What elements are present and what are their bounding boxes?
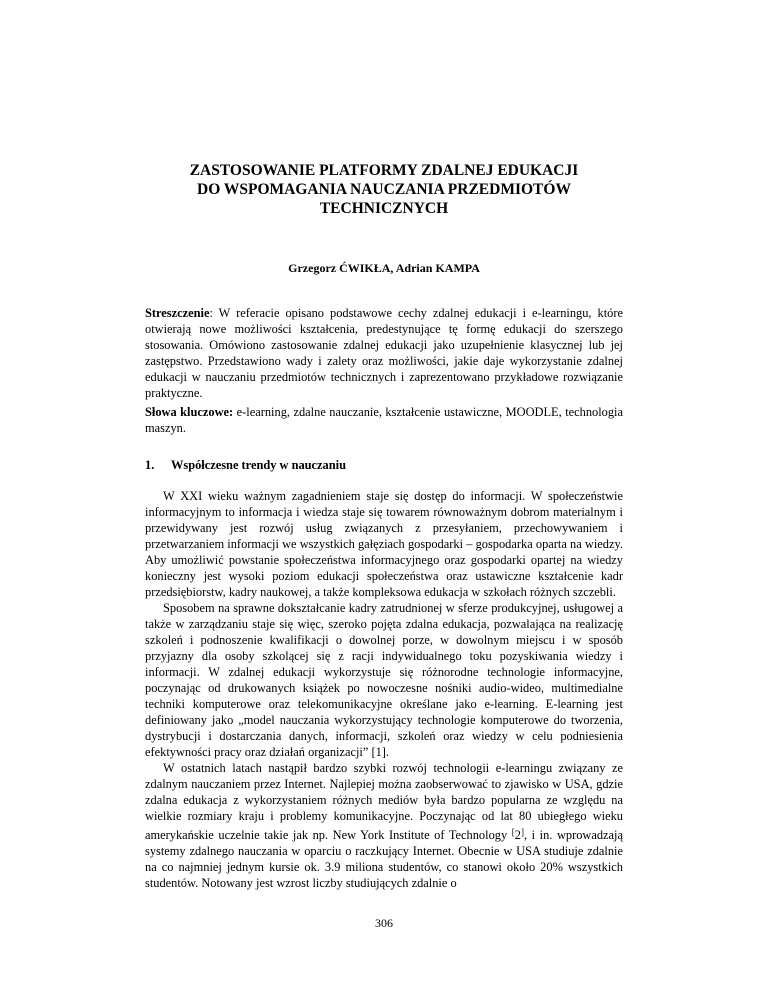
- citation-bracket-close: ]: [520, 827, 524, 837]
- section-number: 1.: [145, 458, 155, 472]
- citation-bracket-open: [: [511, 827, 515, 837]
- abstract: [145, 305, 623, 401]
- title-line-3: TECHNICZNYCH: [319, 200, 449, 217]
- section-heading: [145, 457, 623, 473]
- section-title: Współczesne trendy w nauczaniu: [171, 458, 346, 472]
- authors: Grzegorz ĆWIKŁA, Adrian KAMPA: [288, 261, 480, 275]
- abstract-text: : W referacie opisano podstawowe cechy zdalnej edukacji i e-learningu, które otwierają nowe możliwości kształcenia, predestynujące tę formę edukacji do szerszego stosowania. Omówiono zastosowanie zdalnej edukacji jako uzupełnienie klasycznej lub jej zastępstwo. Przedstawiono wady i zalety oraz możliwości, jakie daje wykorzystanie zdalnej edukacji w nauczaniu przedmiotów technicznych i zaprezentowano przykładowe rozwiązanie praktyczne.: [145, 306, 623, 400]
- title-line-1: ZASTOSOWANIE PLATFORMY ZDALNEJ EDUKACJI: [189, 162, 579, 179]
- paragraph-3-text-a: W ostatnich latach nastąpił bardzo szybki rozwój technologii e-learningu związany ze zdalnym nauczaniem przez Internet. Najlepiej można zaobserwować to zjawisko w USA, gdzie zdalna edukacja z wykorzystaniem różnych mediów była bardzo popularna ze względu na wielkie rozmiary kraju i problemy komunikacyjne. Poczynając od lat 80 ubiegłego wieku amerykańskie uczelnie takie jak np. New York Institute of Technology: [145, 761, 623, 842]
- title-line-2: DO WSPOMAGANIA NAUCZANIA PRZEDMIOTÓW: [197, 181, 571, 198]
- citation-number: 2: [514, 828, 521, 842]
- page-number: 306: [375, 916, 393, 930]
- paper-title: [100, 161, 668, 218]
- keywords-label: Słowa kluczowe:: [145, 405, 234, 419]
- paragraph-3-text-b: , i in. wprowadzają systemy zdalnego nauczania w oparciu o raczkujący Internet. Obecnie w USA studiuje zdalnie na co najmniej jednym kursie ok. 3.9 miliona studentów, co stanowi około 20% wszystkich studentów. Notowany jest wzrost liczby studiujących zdalnie o: [145, 828, 623, 890]
- paragraph-2: Sposobem na sprawne dokształcanie kadry zatrudnionej w sferze produkcyjnej, usługowej a także w zarządzaniu staje się więc, szeroko pojęta zdalna edukacja, pozwalająca na realizację szkoleń i podnoszenie kwalifikacji o dowolnej porze, w dowolnym miejscu i w sposób przyjazny dla osoby szkolącej się z racji indywidualnego toku pozyskiwania wiedzy i informacji. W zdalnej edukacji wykorzystuje się różnorodne technologie informacyjne, poczynając od drukowanych książek po nowoczesne nośniki audio-wideo, multimedialne techniki komputerowe oraz telekomunikacyjne określane jako e-learning. E-learning jest definiowany jako „model nauczania wykorzystujący technologie komputerowe do tworzenia, dystrybucji i dostarczania danych, informacji, szkoleń oraz wiedzy w celu podniesienia efektywności pracy oraz działań organizacji” [1].: [145, 601, 623, 759]
- paragraph-1: W XXI wieku ważnym zagadnieniem staje się dostęp do informacji. W społeczeństwie informacyjnym to informacja i wiedza staje się towarem równoważnym dobrom materialnym i przewidywany jest rozwój usług związanych z przesyłaniem, przechowywaniem i przetwarzaniem informacji we wszystkich gałęziach gospodarki – gospodarka oparta na wiedzy. Aby umożliwić powstanie społeczeństwa informacyjnego oraz gospodarki opartej na wiedzy konieczny jest wysoki poziom edukacji społeczeństwa oraz ustawiczne kształcenie kadr przedsiębiorstw, kadry naukowej, a także kompleksowa edukacja w szkołach różnych szczebli.: [145, 489, 623, 599]
- section-body: [145, 488, 623, 891]
- paragraph-3: [145, 760, 623, 891]
- keywords: [145, 404, 623, 436]
- keywords-text: e-learning, zdalne nauczanie, kształcenie ustawiczne, MOODLE, technologia maszyn.: [145, 405, 623, 435]
- abstract-label: Streszczenie: [145, 306, 210, 320]
